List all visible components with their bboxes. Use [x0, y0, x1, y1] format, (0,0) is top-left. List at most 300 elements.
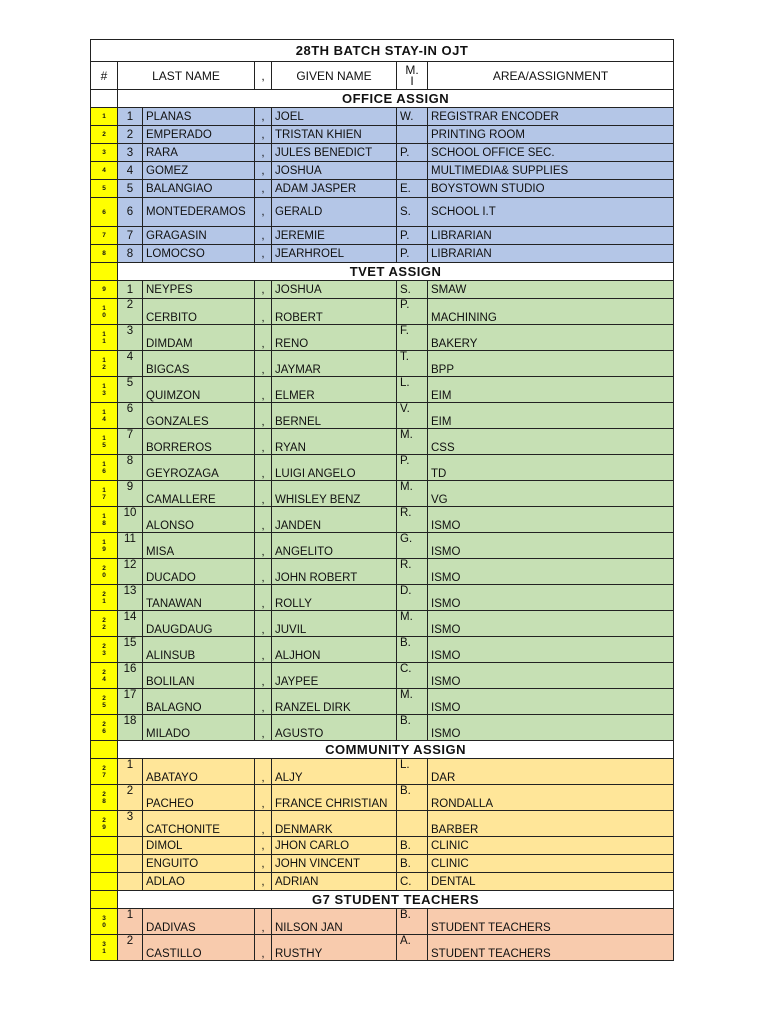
row-number: 13 — [118, 585, 143, 611]
row-number: 8 — [118, 245, 143, 263]
section-header — [91, 90, 674, 108]
row-number — [118, 873, 143, 891]
middle-initial-cell: M. — [397, 611, 428, 637]
middle-initial-cell: P. — [397, 245, 428, 263]
section-index-cell — [91, 891, 118, 909]
table-row — [91, 935, 674, 961]
given-name-cell: ANGELITO — [272, 533, 397, 559]
given-name-cell: ROLLY — [272, 585, 397, 611]
middle-initial-cell: B. — [397, 715, 428, 741]
table-row — [91, 325, 674, 351]
area-assignment-cell: CLINIC — [428, 837, 674, 855]
last-name-cell: BOLILAN — [143, 663, 255, 689]
section-title: OFFICE ASSIGN — [118, 90, 674, 108]
row-index — [91, 403, 118, 429]
row-index-label: 19 — [102, 538, 106, 553]
row-index-label: 9 — [102, 286, 106, 293]
row-index — [91, 180, 118, 198]
area-assignment-cell: REGISTRAR ENCODER — [428, 108, 674, 126]
row-index — [91, 455, 118, 481]
comma-cell: ‚ — [255, 481, 272, 507]
row-number: 2 — [118, 935, 143, 961]
row-number: 1 — [118, 909, 143, 935]
given-name-cell: RENO — [272, 325, 397, 351]
area-assignment-cell: BARBER — [428, 811, 674, 837]
middle-initial-cell: D. — [397, 585, 428, 611]
row-number: 9 — [118, 481, 143, 507]
row-index — [91, 663, 118, 689]
middle-initial-cell: M. — [397, 481, 428, 507]
last-name-cell: DUCADO — [143, 559, 255, 585]
row-index-label: 30 — [102, 914, 106, 929]
last-name-cell: ALINSUB — [143, 637, 255, 663]
row-index — [91, 351, 118, 377]
given-name-cell: BERNEL — [272, 403, 397, 429]
area-assignment-cell: ISMO — [428, 689, 674, 715]
table-row — [91, 663, 674, 689]
given-name-cell: ADRIAN — [272, 873, 397, 891]
table-row — [91, 377, 674, 403]
table-row — [91, 227, 674, 245]
section-title: TVET ASSIGN — [118, 263, 674, 281]
row-number: 2 — [118, 299, 143, 325]
last-name-cell: GRAGASIN — [143, 227, 255, 245]
row-index — [91, 909, 118, 935]
section-title: COMMUNITY ASSIGN — [118, 741, 674, 759]
table-row — [91, 507, 674, 533]
area-assignment-cell: ISMO — [428, 715, 674, 741]
comma-cell: ‚ — [255, 811, 272, 837]
given-name-cell: JOHN VINCENT — [272, 855, 397, 873]
table-row — [91, 180, 674, 198]
last-name-cell: DIMDAM — [143, 325, 255, 351]
row-index-label: 13 — [102, 382, 106, 397]
area-assignment-cell: CLINIC — [428, 855, 674, 873]
col-header-mi: M. I — [397, 62, 428, 90]
row-index-label: 26 — [102, 720, 106, 735]
area-assignment-cell: ISMO — [428, 611, 674, 637]
row-number: 6 — [118, 403, 143, 429]
comma-cell: , — [255, 281, 272, 299]
middle-initial-cell: B. — [397, 909, 428, 935]
area-assignment-cell: PRINTING ROOM — [428, 126, 674, 144]
table-row — [91, 144, 674, 162]
area-assignment-cell: CSS — [428, 429, 674, 455]
given-name-cell: GERALD — [272, 198, 397, 227]
row-index — [91, 245, 118, 263]
row-number: 8 — [118, 455, 143, 481]
row-number: 5 — [118, 180, 143, 198]
row-index-label: 23 — [102, 642, 106, 657]
row-index — [91, 611, 118, 637]
given-name-cell: RANZEL DIRK — [272, 689, 397, 715]
given-name-cell: ROBERT — [272, 299, 397, 325]
comma-cell: ‚ — [255, 585, 272, 611]
last-name-cell: CAMALLERE — [143, 481, 255, 507]
row-index-label: 28 — [102, 790, 106, 805]
comma-cell: ‚ — [255, 637, 272, 663]
row-number: 11 — [118, 533, 143, 559]
comma-cell: ‚ — [255, 299, 272, 325]
last-name-cell: ALONSO — [143, 507, 255, 533]
last-name-cell: LOMOCSO — [143, 245, 255, 263]
last-name-cell: MILADO — [143, 715, 255, 741]
area-assignment-cell: MULTIMEDIA& SUPPLIES — [428, 162, 674, 180]
middle-initial-cell: M. — [397, 689, 428, 715]
comma-cell: ‚ — [255, 429, 272, 455]
row-number: 4 — [118, 351, 143, 377]
area-assignment-cell: TD — [428, 455, 674, 481]
comma-cell: ‚ — [255, 533, 272, 559]
area-assignment-cell: EIM — [428, 403, 674, 429]
table-row — [91, 837, 674, 855]
given-name-cell: RUSTHY — [272, 935, 397, 961]
section-header — [91, 263, 674, 281]
col-header-area: AREA/ASSIGNMENT — [428, 62, 674, 90]
given-name-cell: RYAN — [272, 429, 397, 455]
area-assignment-cell: ISMO — [428, 663, 674, 689]
row-index-label: 6 — [102, 208, 106, 216]
last-name-cell: PLANAS — [143, 108, 255, 126]
last-name-cell: GONZALES — [143, 403, 255, 429]
row-index — [91, 227, 118, 245]
last-name-cell: TANAWAN — [143, 585, 255, 611]
last-name-cell: CATCHONITE — [143, 811, 255, 837]
given-name-cell: JAYMAR — [272, 351, 397, 377]
middle-initial-cell: R. — [397, 507, 428, 533]
row-number: 12 — [118, 559, 143, 585]
section-title: G7 STUDENT TEACHERS — [118, 891, 674, 909]
row-number: 7 — [118, 429, 143, 455]
ojt-roster-table — [90, 39, 674, 961]
middle-initial-cell: B. — [397, 855, 428, 873]
row-index-label: 29 — [102, 816, 106, 831]
middle-initial-cell — [397, 811, 428, 837]
row-index — [91, 108, 118, 126]
row-index-label: 12 — [102, 356, 106, 371]
middle-initial-cell: V. — [397, 403, 428, 429]
table-row — [91, 245, 674, 263]
col-header-last-name: LAST NAME — [118, 62, 255, 90]
middle-initial-cell — [397, 162, 428, 180]
last-name-cell: ABATAYO — [143, 759, 255, 785]
area-assignment-cell: SCHOOL I.T — [428, 198, 674, 227]
given-name-cell: AGUSTO — [272, 715, 397, 741]
given-name-cell: JULES BENEDICT — [272, 144, 397, 162]
given-name-cell: ALJY — [272, 759, 397, 785]
comma-cell: ‚ — [255, 611, 272, 637]
row-index-label: 8 — [102, 250, 106, 257]
table-row — [91, 108, 674, 126]
comma-cell: , — [255, 144, 272, 162]
row-index — [91, 855, 118, 873]
area-assignment-cell: STUDENT TEACHERS — [428, 909, 674, 935]
last-name-cell: GEYROZAGA — [143, 455, 255, 481]
given-name-cell: ADAM JASPER — [272, 180, 397, 198]
table-row — [91, 785, 674, 811]
middle-initial-cell: R. — [397, 559, 428, 585]
area-assignment-cell: ISMO — [428, 585, 674, 611]
row-index-label: 17 — [102, 486, 106, 501]
given-name-cell: LUIGI ANGELO — [272, 455, 397, 481]
row-index-label: 5 — [102, 185, 106, 192]
middle-initial-cell: W. — [397, 108, 428, 126]
row-index-label: 4 — [102, 167, 106, 174]
given-name-cell: JHON CARLO — [272, 837, 397, 855]
table-row — [91, 162, 674, 180]
area-assignment-cell: LIBRARIAN — [428, 245, 674, 263]
table-row — [91, 855, 674, 873]
row-index — [91, 759, 118, 785]
middle-initial-cell: P. — [397, 299, 428, 325]
last-name-cell: CERBITO — [143, 299, 255, 325]
row-index-label: 7 — [102, 232, 106, 239]
middle-initial-cell — [397, 126, 428, 144]
middle-initial-cell: L. — [397, 759, 428, 785]
comma-cell: , — [255, 245, 272, 263]
row-index — [91, 811, 118, 837]
last-name-cell: PACHEO — [143, 785, 255, 811]
row-index-label: 14 — [102, 408, 106, 423]
row-number: 3 — [118, 811, 143, 837]
last-name-cell: BORREROS — [143, 429, 255, 455]
middle-initial-cell: C. — [397, 873, 428, 891]
middle-initial-cell: B. — [397, 837, 428, 855]
sheet-title: 28TH BATCH STAY-IN OJT — [91, 40, 674, 62]
last-name-cell: RARA — [143, 144, 255, 162]
row-number: 10 — [118, 507, 143, 533]
table-row — [91, 637, 674, 663]
middle-initial-cell: E. — [397, 180, 428, 198]
given-name-cell: JOHN ROBERT — [272, 559, 397, 585]
row-index — [91, 299, 118, 325]
last-name-cell: ENGUITO — [143, 855, 255, 873]
table-row — [91, 455, 674, 481]
row-number: 16 — [118, 663, 143, 689]
last-name-cell: DADIVAS — [143, 909, 255, 935]
middle-initial-cell: B. — [397, 637, 428, 663]
row-index-label: 16 — [102, 460, 106, 475]
area-assignment-cell: STUDENT TEACHERS — [428, 935, 674, 961]
section-header — [91, 891, 674, 909]
row-index — [91, 785, 118, 811]
given-name-cell: FRANCE CHRISTIAN — [272, 785, 397, 811]
comma-cell: , — [255, 855, 272, 873]
given-name-cell: JOSHUA — [272, 162, 397, 180]
comma-cell: ‚ — [255, 909, 272, 935]
row-index — [91, 198, 118, 227]
row-number — [118, 855, 143, 873]
last-name-cell: MONTEDERAMOS — [143, 198, 255, 227]
row-number — [118, 837, 143, 855]
middle-initial-cell: A. — [397, 935, 428, 961]
last-name-cell: QUIMZON — [143, 377, 255, 403]
row-index-label: 10 — [102, 304, 106, 319]
row-number: 18 — [118, 715, 143, 741]
comma-cell: ‚ — [255, 559, 272, 585]
area-assignment-cell: MACHINING — [428, 299, 674, 325]
middle-initial-cell: T. — [397, 351, 428, 377]
comma-cell: ‚ — [255, 377, 272, 403]
table-row — [91, 429, 674, 455]
row-index — [91, 377, 118, 403]
row-index — [91, 429, 118, 455]
row-index-label: 31 — [102, 940, 106, 955]
comma-cell: ‚ — [255, 507, 272, 533]
comma-cell: ‚ — [255, 325, 272, 351]
row-index-label: 24 — [102, 668, 106, 683]
area-assignment-cell: LIBRARIAN — [428, 227, 674, 245]
row-index — [91, 507, 118, 533]
area-assignment-cell: SCHOOL OFFICE SEC. — [428, 144, 674, 162]
row-index — [91, 935, 118, 961]
last-name-cell: GOMEZ — [143, 162, 255, 180]
comma-cell: ‚ — [255, 785, 272, 811]
row-index-label: 21 — [102, 590, 106, 605]
middle-initial-cell: P. — [397, 144, 428, 162]
last-name-cell: MISA — [143, 533, 255, 559]
middle-initial-cell: M. — [397, 429, 428, 455]
comma-cell: , — [255, 108, 272, 126]
comma-cell: ‚ — [255, 715, 272, 741]
table-row — [91, 873, 674, 891]
middle-initial-cell: G. — [397, 533, 428, 559]
middle-initial-cell: B. — [397, 785, 428, 811]
row-index — [91, 325, 118, 351]
table-row — [91, 611, 674, 637]
last-name-cell: CASTILLO — [143, 935, 255, 961]
last-name-cell: BIGCAS — [143, 351, 255, 377]
row-index — [91, 837, 118, 855]
given-name-cell: JEARHROEL — [272, 245, 397, 263]
comma-cell: ‚ — [255, 351, 272, 377]
row-index — [91, 559, 118, 585]
area-assignment-cell: EIM — [428, 377, 674, 403]
row-index — [91, 281, 118, 299]
area-assignment-cell: ISMO — [428, 507, 674, 533]
row-number: 2 — [118, 126, 143, 144]
area-assignment-cell: BAKERY — [428, 325, 674, 351]
row-number: 17 — [118, 689, 143, 715]
table-row — [91, 585, 674, 611]
table-row — [91, 909, 674, 935]
row-index — [91, 689, 118, 715]
col-header-num: # — [91, 62, 118, 90]
given-name-cell: ALJHON — [272, 637, 397, 663]
row-index-label: 3 — [102, 149, 106, 156]
given-name-cell: TRISTAN KHIEN — [272, 126, 397, 144]
row-index — [91, 585, 118, 611]
table-row — [91, 299, 674, 325]
row-index-label: 25 — [102, 694, 106, 709]
row-number: 14 — [118, 611, 143, 637]
row-index-label: 11 — [102, 330, 106, 345]
row-index — [91, 162, 118, 180]
given-name-cell: JUVIL — [272, 611, 397, 637]
row-index-label: 18 — [102, 512, 106, 527]
area-assignment-cell: ISMO — [428, 559, 674, 585]
row-number: 1 — [118, 108, 143, 126]
row-number: 1 — [118, 281, 143, 299]
table-row — [91, 481, 674, 507]
row-number: 3 — [118, 144, 143, 162]
last-name-cell: ADLAO — [143, 873, 255, 891]
table-row — [91, 689, 674, 715]
area-assignment-cell: VG — [428, 481, 674, 507]
middle-initial-cell: S. — [397, 281, 428, 299]
section-index-cell — [91, 263, 118, 281]
last-name-cell: DIMOL — [143, 837, 255, 855]
table-row — [91, 126, 674, 144]
row-number: 1 — [118, 759, 143, 785]
middle-initial-cell: F. — [397, 325, 428, 351]
row-index — [91, 715, 118, 741]
comma-cell: ‚ — [255, 403, 272, 429]
row-number: 15 — [118, 637, 143, 663]
section-index-cell — [91, 741, 118, 759]
given-name-cell: JOSHUA — [272, 281, 397, 299]
row-index — [91, 873, 118, 891]
comma-cell: ‚ — [255, 759, 272, 785]
row-index — [91, 481, 118, 507]
middle-initial-cell: P. — [397, 227, 428, 245]
table-row — [91, 198, 674, 227]
given-name-cell: ELMER — [272, 377, 397, 403]
given-name-cell: NILSON JAN — [272, 909, 397, 935]
comma-cell: , — [255, 227, 272, 245]
area-assignment-cell: ISMO — [428, 533, 674, 559]
row-index — [91, 126, 118, 144]
middle-initial-cell: L. — [397, 377, 428, 403]
table-row — [91, 759, 674, 785]
row-index-label: 20 — [102, 564, 106, 579]
comma-cell: ‚ — [255, 689, 272, 715]
row-index — [91, 533, 118, 559]
last-name-cell: EMPERADO — [143, 126, 255, 144]
table-row — [91, 715, 674, 741]
table-row — [91, 811, 674, 837]
col-header-given-name: GIVEN NAME — [272, 62, 397, 90]
area-assignment-cell: RONDALLA — [428, 785, 674, 811]
given-name-cell: JOEL — [272, 108, 397, 126]
area-assignment-cell: DAR — [428, 759, 674, 785]
area-assignment-cell: ISMO — [428, 637, 674, 663]
row-number: 3 — [118, 325, 143, 351]
given-name-cell: DENMARK — [272, 811, 397, 837]
given-name-cell: WHISLEY BENZ — [272, 481, 397, 507]
table-row — [91, 559, 674, 585]
area-assignment-cell: BPP — [428, 351, 674, 377]
given-name-cell: JAYPEE — [272, 663, 397, 689]
section-index-cell — [91, 90, 118, 108]
last-name-cell: BALAGNO — [143, 689, 255, 715]
given-name-cell: JEREMIE — [272, 227, 397, 245]
middle-initial-cell: S. — [397, 198, 428, 227]
row-index-label: 22 — [102, 616, 106, 631]
middle-initial-cell: C. — [397, 663, 428, 689]
comma-cell: , — [255, 198, 272, 227]
row-index-label: 1 — [102, 113, 106, 120]
middle-initial-cell: P. — [397, 455, 428, 481]
row-index-label: 2 — [102, 131, 106, 138]
row-number: 4 — [118, 162, 143, 180]
row-number: 6 — [118, 198, 143, 227]
given-name-cell: JANDEN — [272, 507, 397, 533]
row-index — [91, 637, 118, 663]
table-row — [91, 281, 674, 299]
comma-cell: , — [255, 162, 272, 180]
area-assignment-cell: BOYSTOWN STUDIO — [428, 180, 674, 198]
